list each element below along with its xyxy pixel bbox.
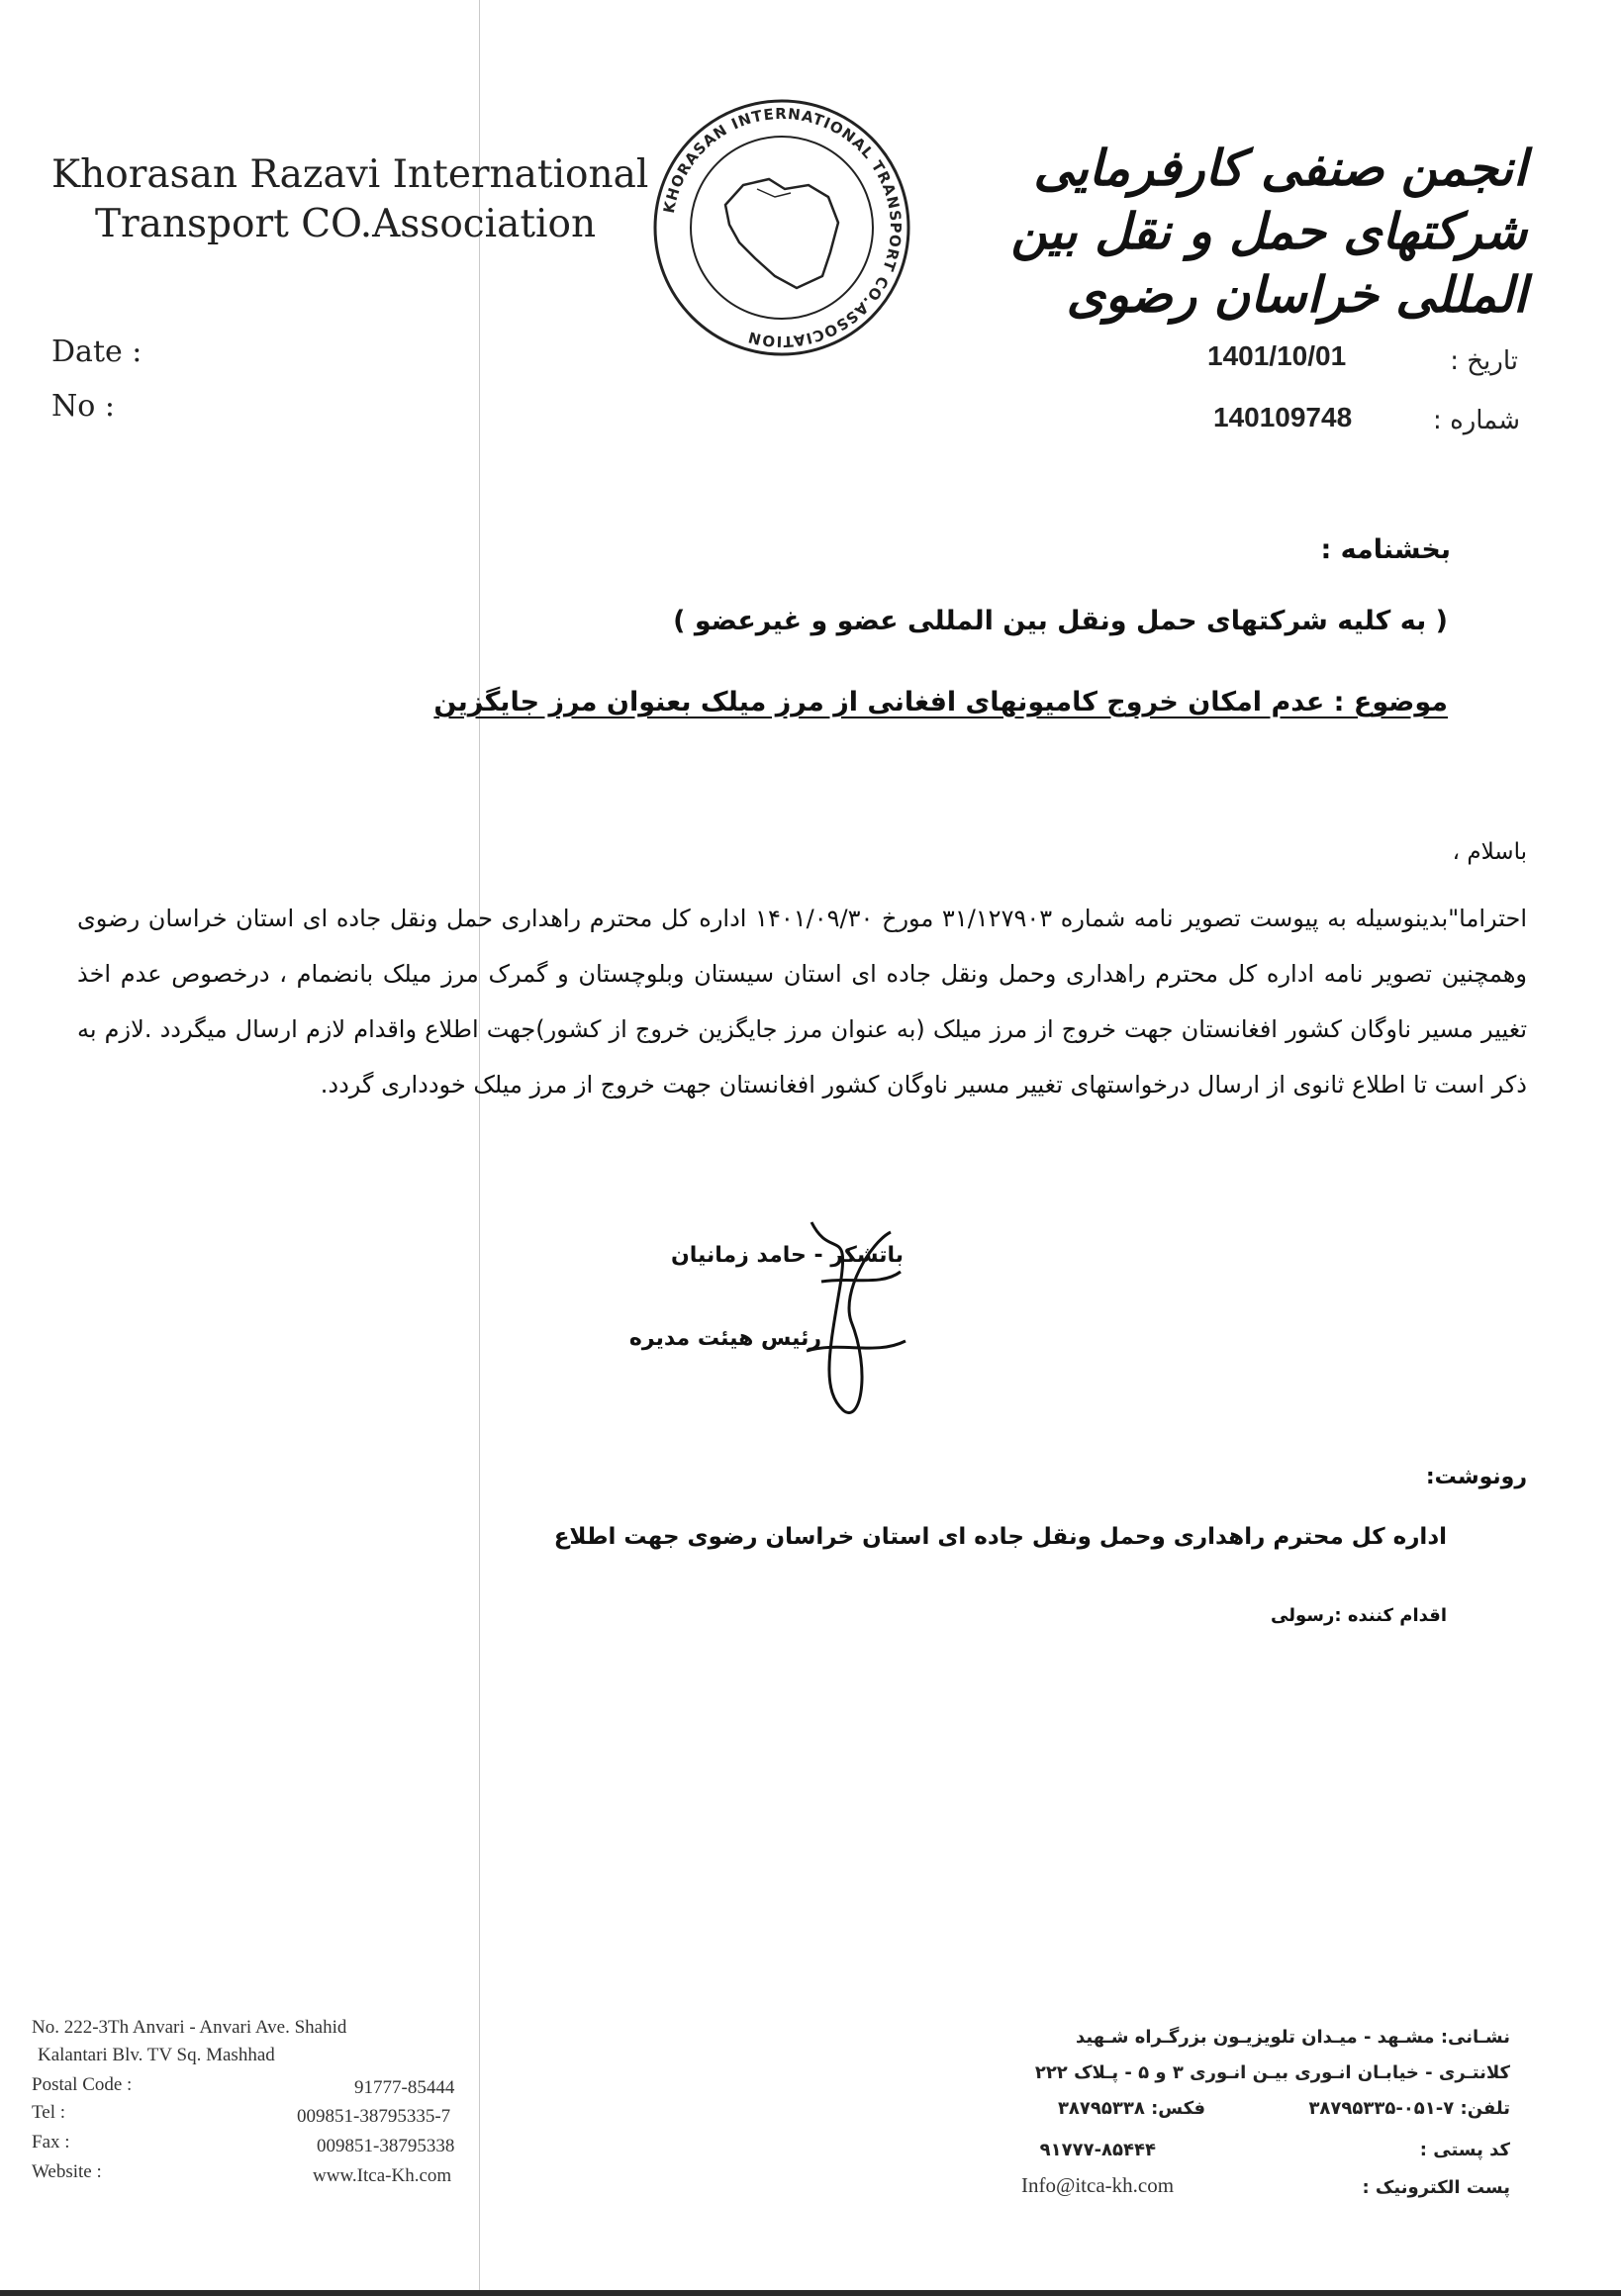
date-label-fa: تاریخ : — [1450, 346, 1518, 376]
english-org-name — [51, 150, 648, 249]
subject-line: موضوع : عدم امکان خروج کامیونهای افغانی از مرز میلک بعنوان مرز جایگزین — [433, 687, 1448, 718]
footer-postal-value: 91777-85444 — [354, 2077, 455, 2098]
handwritten-signature — [782, 1202, 920, 1430]
signature-name: باتشکر - حامد زمانیان — [670, 1243, 904, 1268]
english-org-name-line2: Transport CO.Association — [95, 202, 597, 246]
addressee-line: ( به کلیه شرکتهای حمل ونقل بین المللی عضو و غیرعضو ) — [673, 606, 1448, 636]
number-value: 140109748 — [1213, 402, 1353, 432]
svg-text:KHORASAN INTERNATIONAL TRANSPO — [660, 105, 905, 350]
prepared-by: اقدام کننده :رسولی — [1271, 1605, 1447, 1626]
page-bottom-edge — [0, 2290, 1621, 2296]
signature-title: رئیس هیئت مدیره — [628, 1326, 821, 1351]
english-org-name-line1: Khorasan Razavi International — [51, 152, 649, 197]
footer-website-value[interactable]: www.Itca-Kh.com — [313, 2165, 452, 2186]
date-value: 1401/10/01 — [1207, 340, 1347, 371]
footer-postal-label-fa: کد پستی : — [1419, 2140, 1510, 2160]
footer-website-label: Website : — [32, 2161, 102, 2182]
footer-fax-label: Fax : — [32, 2132, 70, 2152]
date-label-en: Date : — [51, 335, 143, 369]
footer-address-fa-line2: کلانتـری - خیابـان انـوری بیـن انـوری ۳ و ۵ - پـلاک ۲۲۲ — [1034, 2062, 1510, 2083]
letter-body-paragraph: احتراما"بدینوسیله به پیوست تصویر نامه شماره ۳۱/۱۲۷۹۰۳ مورخ ۱۴۰۱/۰۹/۳۰ اداره کل محترم راهداری حمل ونقل جاده ای استان خراسان رضوی وهمچنین تصویر نامه اداره کل محترم راهداری وحمل ونقل جاده ای استان سیستان وبلوچستان و گمرک مرز میلک بانضمام ، درخصوص عدم اخذ تغییر مسیر ناوگان کشور افغانستان جهت خروج از مرز میلک (به عنوان مرز جایگزین خروج از کشور)جهت اطلاع واقدام لازم ارسال میگردد .لازم به ذکر است تا اطلاع ثانوی از ارسال درخواستهای تغییر مسیر ناوگان کشور افغانستان جهت خروج از مرز میلک خودداری گردد. — [77, 905, 1527, 1099]
footer-email-label-fa: پست الکترونیک : — [1362, 2177, 1510, 2198]
page-fold-line — [479, 0, 480, 2296]
footer-tel-label: Tel : — [32, 2102, 66, 2123]
seal-text: KHORASAN INTERNATIONAL TRANSPORT CO.ASSOCIATION — [659, 104, 906, 351]
greeting: باسلام ، — [1452, 839, 1527, 865]
number-label-en: No : — [51, 389, 115, 424]
footer-address-en-line2: Kalantari Blv. TV Sq. Mashhad — [38, 2045, 275, 2065]
footer-email-value[interactable]: Info@itca-kh.com — [1021, 2173, 1175, 2197]
association-seal-logo — [648, 94, 915, 361]
footer-address-en-line1: No. 222-3Th Anvari - Anvari Ave. Shahid — [32, 2017, 347, 2038]
footer-tel-fa: تلفن: ۷-۰۵۱-۳۸۷۹۵۳۳۵ — [1308, 2098, 1510, 2119]
footer-fax-fa: فکس: ۳۸۷۹۵۳۳۸ — [1057, 2098, 1205, 2119]
circular-label: بخشنامه : — [1320, 534, 1451, 565]
footer-address-fa-line1: نشـانی: مشـهد - میـدان تلویزیـون بزرگـراه شـهید — [1075, 2027, 1510, 2048]
cc-label: رونوشت: — [1425, 1465, 1527, 1489]
number-label-fa: شماره : — [1433, 406, 1520, 435]
footer-fax-value: 009851-38795338 — [317, 2136, 455, 2156]
footer-postal-label: Postal Code : — [32, 2074, 133, 2095]
persian-org-name: انجمن صنفی کارفرمایی شرکتهای حمل و نقل بین المللی خراسان رضوی — [1010, 139, 1527, 324]
cc-recipient: اداره کل محترم راهداری وحمل ونقل جاده ای استان خراسان رضوی جهت اطلاع — [553, 1524, 1447, 1550]
footer-tel-value: 009851-38795335-7 — [297, 2106, 451, 2127]
footer-postal-value-fa: ۹۱۷۷۷-۸۵۴۴۴ — [1039, 2140, 1156, 2160]
